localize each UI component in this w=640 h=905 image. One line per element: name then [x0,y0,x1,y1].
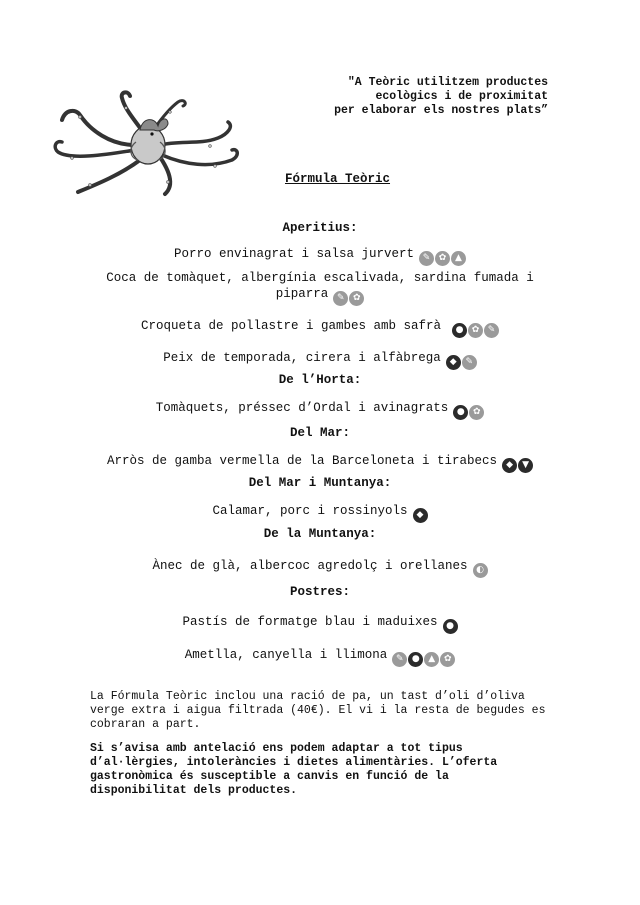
menu-dish [90,647,550,667]
quote-line: ecològics i de proximitat [375,90,548,103]
allergen-icons [501,456,533,473]
gluten-icon: ✎ [462,355,477,370]
section-title-mar: Del Mar: [289,426,350,440]
allergen-icons [451,321,499,338]
fish-icon: ◆ [502,458,517,473]
menu-dish [90,270,550,306]
allergen-icons [452,403,484,420]
allergen-icons [412,506,428,523]
menu-dish [90,400,550,420]
allergen-icons [445,353,477,370]
dish-name: Tomàquets, préssec d’Ordal i avinagrats [155,401,449,415]
section-title-mar-muntanya: Del Mar i Muntanya: [248,476,392,490]
menu [90,220,550,667]
menu-dish [90,558,550,578]
dish-name: Calamar, porc i rossinyols [212,504,408,518]
fish-icon: ◆ [413,508,428,523]
crustacean-icon: ▼ [518,458,533,473]
sulphite-icon: ✿ [468,323,483,338]
allergy-note: Si s’avisa amb antelació ens podem adaptar a tot tipus d’al·lèrgies, intoleràncies i dietes alimentàries. L’oferta gastronòmica és susceptible a canvis en funció de la disponibilitat dels productes. [90,742,498,797]
quote-line: per elaborar els nostres plats” [334,104,548,117]
fish-icon: ◆ [446,355,461,370]
menu-dish [90,614,550,634]
quote-line: "A Teòric utilitzem productes [347,76,548,89]
milk-icon: ▲ [424,652,439,667]
section-title-muntanya: De la Muntanya: [263,527,377,541]
menu-notes [90,690,550,798]
allergen-icons [391,650,455,667]
allergen-icons [418,249,466,266]
menu-dish [90,350,550,370]
dish-name: Peix de temporada, cirera i alfàbrega [163,351,441,365]
gluten-icon: ✎ [392,652,407,667]
egg-icon: ● [443,619,458,634]
restaurant-quote [248,76,548,118]
dish-name: Ametlla, canyella i llimona [184,648,388,662]
milk-icon: ▲ [451,251,466,266]
section-title-postres: Postres: [289,585,350,599]
egg-icon: ● [453,405,468,420]
section-title-aperitius: Aperitius: [282,221,358,235]
menu-dish [90,318,550,338]
dish-name: Pastís de formatge blau i maduixes [182,615,438,629]
nuts-icon: ◐ [473,563,488,578]
dish-name: Porro envinagrat i salsa jurvert [173,247,415,261]
egg-icon: ● [452,323,467,338]
sulphite-icon: ✿ [435,251,450,266]
menu-dish [90,453,550,473]
formula-title: Fórmula Teòric [284,172,391,186]
sulphite-icon: ✿ [469,405,484,420]
gluten-icon: ✎ [484,323,499,338]
dish-name: Ànec de glà, albercoc agredolç i orellanes [152,559,468,573]
dish-name: piparra [275,287,329,301]
allergen-icons [442,617,458,634]
gluten-icon: ✎ [333,291,348,306]
dish-name: Arròs de gamba vermella de la Barceloneta i tirabecs [106,454,498,468]
dish-name: Coca de tomàquet, albergínia escalivada, sardina fumada i [106,271,534,285]
dish-name: Croqueta de pollastre i gambes amb safrà [140,319,442,333]
egg-icon: ● [408,652,423,667]
sulphite-icon: ✿ [349,291,364,306]
allergen-icons [332,289,364,306]
menu-dish [90,503,550,523]
gluten-icon: ✎ [419,251,434,266]
sulphite-icon: ✿ [440,652,455,667]
menu-dish [90,246,550,266]
price-info-note: La Fórmula Teòric inclou una ració de pa, un tast d’oli d’oliva verge extra i aigua filtrada (40€). El vi i la resta de begudes es cobraran a part. [90,690,546,731]
allergen-icons [472,561,488,578]
section-title-horta: De l’Horta: [278,373,362,387]
